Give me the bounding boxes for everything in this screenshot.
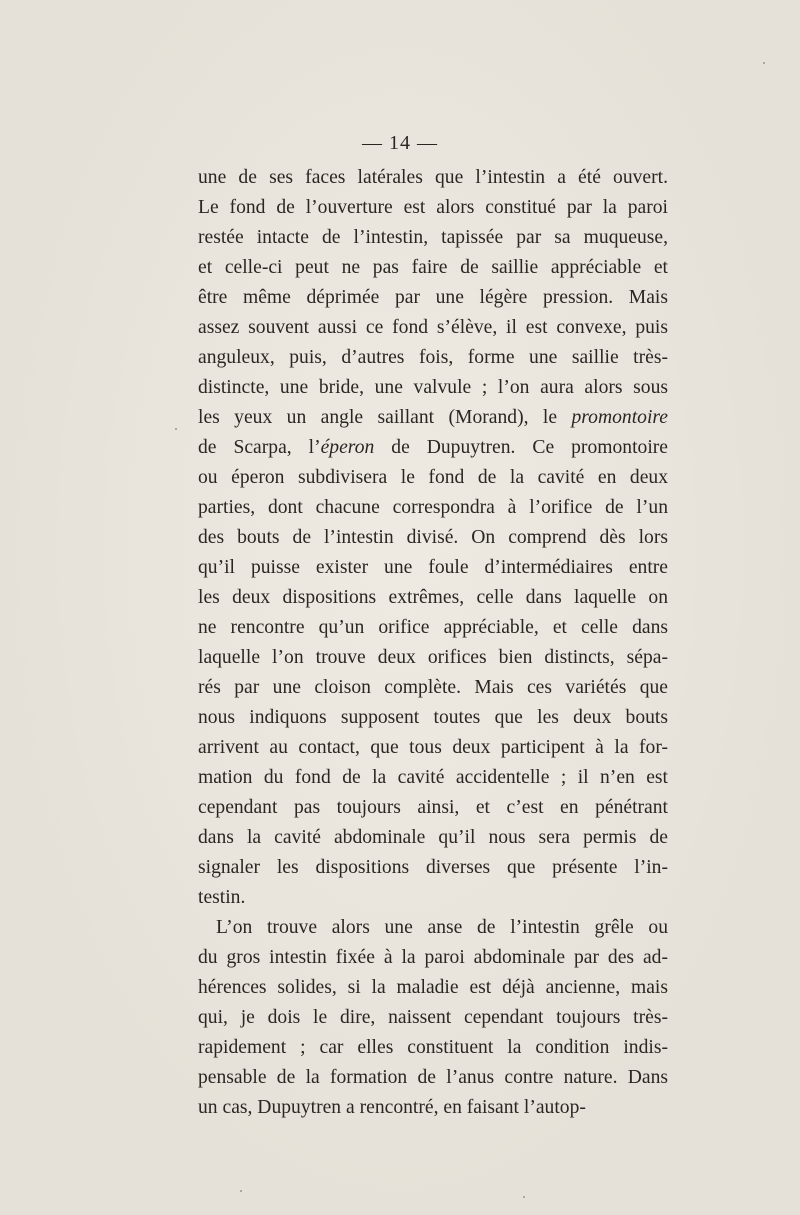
text-line (198, 853, 668, 883)
text-segment: ou éperon subdivisera le fond de la cavité en deux (198, 467, 668, 488)
page-number: — 14 — (362, 132, 438, 154)
text-line (198, 973, 668, 1003)
paper-speck (523, 1196, 525, 1198)
text-segment: de Dupuytren. Ce promontoire (374, 437, 668, 458)
italic-text: promontoire (571, 407, 668, 428)
text-segment: un cas, Dupuytren a rencontré, en faisant l’autop- (198, 1097, 586, 1118)
text-segment: signaler les dispositions diverses que présente l’in- (198, 857, 668, 878)
text-segment: assez souvent aussi ce fond s’élève, il est convexe, puis (198, 317, 668, 338)
text-line (198, 943, 668, 973)
text-segment: restée intacte de l’intestin, tapissée par sa muqueuse, (198, 227, 668, 248)
text-line (198, 643, 668, 673)
text-line (198, 673, 668, 703)
text-segment: mation du fond de la cavité accidentelle ; il n’en est (198, 767, 668, 788)
text-line (198, 223, 668, 253)
text-segment: dans la cavité abdominale qu’il nous sera permis de (198, 827, 668, 848)
text-line (198, 823, 668, 853)
text-line (198, 883, 668, 913)
text-line (198, 583, 668, 613)
text-line (198, 763, 668, 793)
paper-speck (240, 1190, 242, 1192)
text-segment: cependant pas toujours ainsi, et c’est en pénétrant (198, 797, 668, 818)
text-line (198, 253, 668, 283)
text-line (198, 193, 668, 223)
text-line (198, 313, 668, 343)
text-segment: les deux dispositions extrêmes, celle dans laquelle on (198, 587, 668, 608)
text-segment: testin. (198, 887, 246, 908)
text-segment: distincte, une bride, une valvule ; l’on aura alors sous (198, 377, 668, 398)
text-line (198, 1033, 668, 1063)
paper-speck (175, 428, 177, 430)
text-segment: être même déprimée par une légère pression. Mais (198, 287, 668, 308)
text-segment: ne rencontre qu’un orifice appréciable, et celle dans (198, 617, 668, 638)
text-segment: anguleux, puis, d’autres fois, forme une saillie très- (198, 347, 668, 368)
italic-text: éperon (320, 437, 375, 458)
text-segment: arrivent au contact, que tous deux participent à la for- (198, 737, 668, 758)
text-segment: les yeux un angle saillant (Morand), le (198, 407, 572, 428)
text-line (198, 523, 668, 553)
text-line (198, 613, 668, 643)
text-line (198, 793, 668, 823)
text-line (198, 1003, 668, 1033)
text-segment: des bouts de l’intestin divisé. On comprend dès lors (198, 527, 668, 548)
text-segment: nous indiquons supposent toutes que les deux bouts (198, 707, 668, 728)
text-line (198, 463, 668, 493)
text-line (198, 913, 668, 943)
text-line (198, 733, 668, 763)
text-line (198, 403, 668, 433)
body-text (198, 163, 668, 1123)
text-line (198, 433, 668, 463)
text-segment: qui, je dois le dire, naissent cependant toujours très- (198, 1007, 668, 1028)
text-line (198, 283, 668, 313)
text-line (198, 703, 668, 733)
text-line (198, 163, 668, 193)
text-segment: qu’il puisse exister une foule d’intermédiaires entre (198, 557, 668, 578)
text-segment: hérences solides, si la maladie est déjà ancienne, mais (198, 977, 668, 998)
text-segment: une de ses faces latérales que l’intestin a été ouvert. (198, 167, 668, 188)
text-segment: rapidement ; car elles constituent la condition indis- (198, 1037, 668, 1058)
text-segment: pensable de la formation de l’anus contre nature. Dans (198, 1067, 668, 1088)
text-segment: L’on trouve alors une anse de l’intestin grêle ou (216, 917, 668, 938)
text-segment: rés par une cloison complète. Mais ces variétés que (198, 677, 668, 698)
text-segment: laquelle l’on trouve deux orifices bien distincts, sépa- (198, 647, 668, 668)
text-line (198, 553, 668, 583)
text-segment: du gros intestin fixée à la paroi abdominale par des ad- (198, 947, 668, 968)
text-line (198, 343, 668, 373)
text-segment: et celle-ci peut ne pas faire de saillie appréciable et (198, 257, 668, 278)
text-segment: Le fond de l’ouverture est alors constitué par la paroi (198, 197, 668, 218)
text-line (198, 493, 668, 523)
text-line (198, 1093, 668, 1123)
paper-speck (763, 62, 765, 64)
text-line (198, 373, 668, 403)
text-segment: parties, dont chacune correspondra à l’orifice de l’un (198, 497, 668, 518)
text-line (198, 1063, 668, 1093)
text-segment: de Scarpa, l’ (198, 437, 321, 458)
